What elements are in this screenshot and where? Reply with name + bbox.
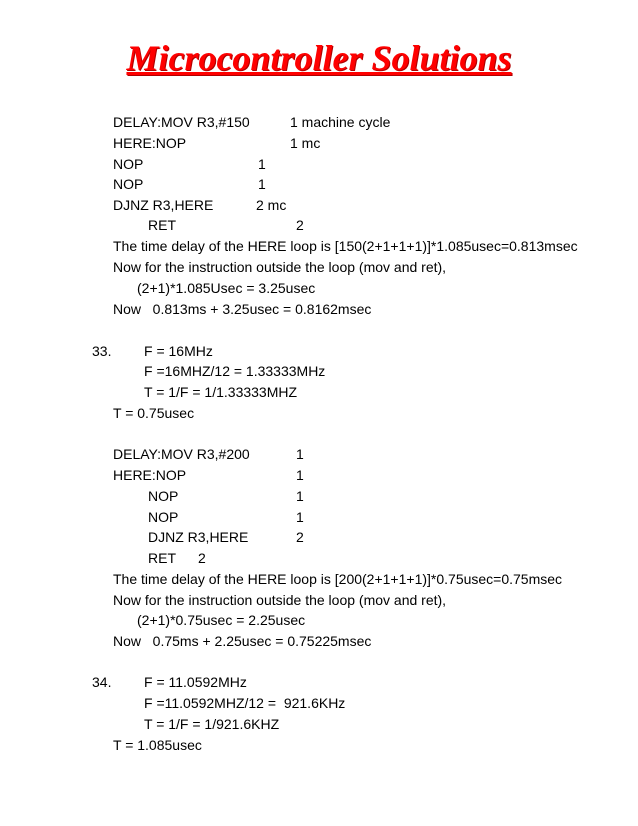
- code-cycles: 1: [296, 446, 304, 462]
- code-cycles: 2 mc: [256, 197, 287, 213]
- code-cycles: 2: [296, 529, 304, 545]
- code-cycles: 1 machine cycle: [290, 114, 391, 130]
- period-result: T = 1.085usec: [113, 737, 202, 753]
- calc-line: Now for the instruction outside the loop (mov and ret),: [113, 592, 447, 608]
- calc-line: The time delay of the HERE loop is [200(2+1+1+1)]*0.75usec=0.75msec: [113, 571, 563, 587]
- code-cycles: 1: [296, 509, 304, 525]
- code-instr: HERE:NOP: [113, 135, 187, 151]
- calc-line: Now for the instruction outside the loop (mov and ret),: [113, 259, 447, 275]
- code-instr: NOP: [113, 156, 144, 172]
- page-title: Microcontroller Solutions: [126, 38, 512, 78]
- code-instr: HERE:NOP: [113, 467, 187, 483]
- code-cycles: 1 mc: [290, 135, 321, 151]
- period-line: T = 1/F = 1/1.33333MHZ: [144, 384, 298, 400]
- calc-line: Now 0.813ms + 3.25usec = 0.8162msec: [113, 301, 372, 317]
- code-instr: NOP: [113, 176, 144, 192]
- code-instr: DJNZ R3,HERE: [113, 197, 214, 213]
- code-cycles: 1: [258, 176, 266, 192]
- code-instr: RET: [148, 550, 176, 566]
- code-instr: NOP: [148, 509, 179, 525]
- code-instr: NOP: [148, 488, 179, 504]
- calc-line: (2+1)*0.75usec = 2.25usec: [137, 612, 306, 628]
- question-number: 33.: [92, 343, 112, 359]
- question-number: 34.: [92, 674, 112, 690]
- calc-line: (2+1)*1.085Usec = 3.25usec: [137, 280, 316, 296]
- period-result: T = 0.75usec: [113, 405, 195, 421]
- freq-line: F = 16MHz: [144, 343, 213, 359]
- code-cycles: 1: [258, 156, 266, 172]
- calc-line: The time delay of the HERE loop is [150(2+1+1+1)]*1.085usec=0.813msec: [113, 238, 578, 254]
- freq-line: F =11.0592MHZ/12 = 921.6KHz: [144, 695, 346, 711]
- code-instr: DJNZ R3,HERE: [148, 529, 249, 545]
- calc-line: Now 0.75ms + 2.25usec = 0.75225msec: [113, 633, 372, 649]
- code-instr: DELAY:MOV R3,#150: [113, 114, 250, 130]
- freq-line: F = 11.0592MHz: [144, 674, 247, 690]
- code-cycles: 2: [296, 217, 304, 233]
- code-cycles: 2: [198, 550, 206, 566]
- code-instr: DELAY:MOV R3,#200: [113, 446, 250, 462]
- code-cycles: 1: [296, 467, 304, 483]
- period-line: T = 1/F = 1/921.6KHZ: [144, 716, 280, 732]
- code-cycles: 1: [296, 488, 304, 504]
- code-instr: RET: [148, 217, 176, 233]
- freq-line: F =16MHZ/12 = 1.33333MHz: [144, 363, 326, 379]
